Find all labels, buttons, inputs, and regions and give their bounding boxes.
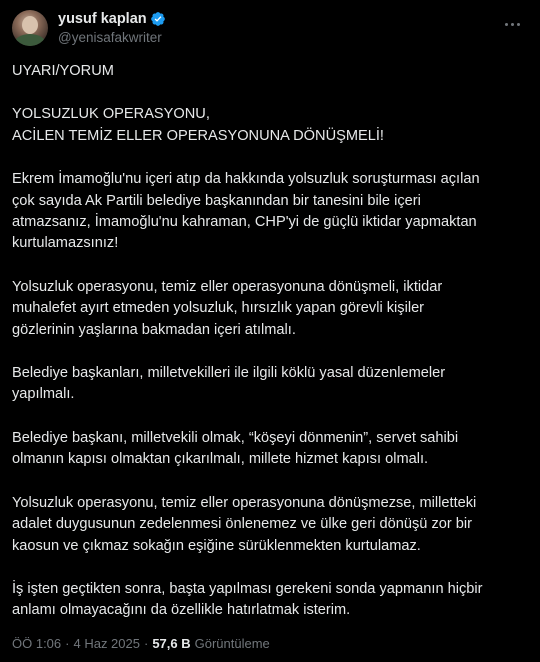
tweet-paragraph: Belediye başkanı, milletvekili olmak, “köşeyi dönmenin”, servet sahibi olmanın kapısı olmaktan çıkarılmalı, millete hizmet kapısı olmalı. bbox=[12, 429, 459, 468]
views-label: Görüntüleme bbox=[194, 636, 270, 651]
tweet-paragraph: İş işten geçtikten sonra, başta yapılması gerekeni sonda yapmanın hiçbir anlamı olmayacağını da özellikle hatırlatmak isterim. bbox=[12, 580, 483, 619]
tweet-paragraph: Belediye başkanları, milletvekilleri ile ilgili köklü yasal düzenlemeler yapılmalı. bbox=[12, 365, 446, 403]
tweet-header bbox=[12, 8, 528, 48]
avatar[interactable] bbox=[12, 10, 48, 46]
avatar-shoulders bbox=[14, 34, 46, 46]
tweet-paragraph: Ekrem İmamoğlu'nu içeri atıp da hakkında yolsuzluk soruşturması açılan çok sayıda Ak Partili belediye başkanından bir tanesini bile içeri atmazsanız, İmamoğlu'nu kahraman, CHP'yi de güçlü iktidar yapmaktan kurtulamazsınız! bbox=[12, 171, 480, 252]
views-count[interactable]: 57,6 B bbox=[152, 636, 191, 651]
tweet-text bbox=[12, 61, 518, 644]
verified-badge-icon[interactable] bbox=[150, 11, 166, 27]
tweet-paragraph: UYARI/YORUM bbox=[12, 63, 114, 79]
avatar-face bbox=[22, 16, 38, 34]
tweet-date[interactable]: 4 Haz 2025 bbox=[73, 636, 140, 651]
author-display-name[interactable]: yusuf kaplan bbox=[58, 11, 147, 27]
tweet-meta bbox=[12, 636, 270, 651]
tweet-paragraph: YOLSUZLUK OPERASYONU, ACİLEN TEMİZ ELLER OPERASYONUNA DÖNÜŞMELİ! bbox=[12, 106, 384, 144]
tweet-paragraph: Yolsuzluk operasyonu, temiz eller operasyonuna dönüşmezse, milletteki adalet duygusunun zedelenmesi önlenemez ve ülke geri dönüşü zor bir kaosun ve çıkmaz sokağın eşiğine sürüklenmekten kurtulamaz. bbox=[12, 494, 477, 554]
more-options-icon[interactable] bbox=[502, 14, 522, 34]
author-block bbox=[58, 10, 166, 48]
name-row bbox=[58, 10, 166, 28]
tweet-paragraph: Yolsuzluk operasyonu, temiz eller operasyonuna dönüşmeli, iktidar muhalefet ayırt etmeden yolsuzluk, hırsızlık yapan görevli kişiler gözlerinin yaşlarına bakmadan içeri atılmalı. bbox=[12, 278, 443, 338]
meta-separator: · bbox=[143, 636, 149, 651]
tweet-time[interactable]: ÖÖ 1:06 bbox=[12, 636, 62, 651]
meta-separator: · bbox=[65, 636, 70, 651]
author-handle[interactable]: @yenisafakwriter bbox=[58, 30, 162, 45]
